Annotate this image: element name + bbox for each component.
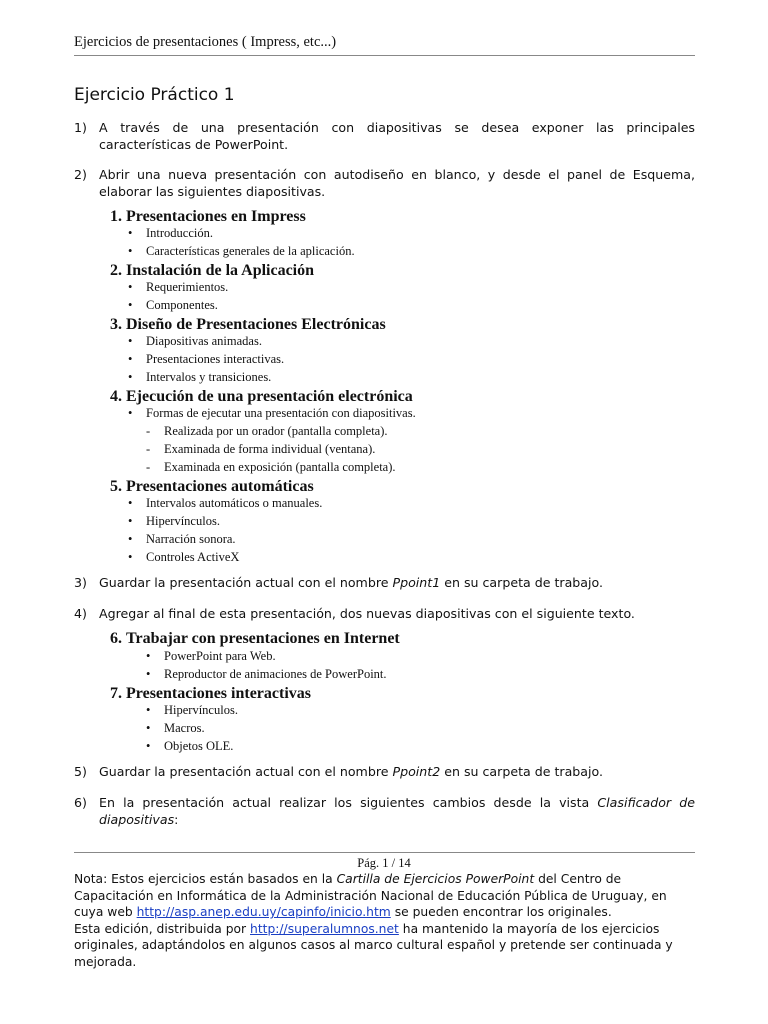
bullet-item: • Diapositivas animadas. xyxy=(128,334,262,348)
page-header xyxy=(74,34,695,56)
superalumnos-link[interactable]: http://superalumnos.net xyxy=(250,921,399,936)
exercise-item-2 xyxy=(74,167,695,200)
bullet-item: • PowerPoint para Web. xyxy=(146,649,276,663)
item-text: Agregar al final de esta presentación, dos nuevas diapositivas con el siguiente texto. xyxy=(99,606,635,621)
slide-heading: 5. Presentaciones automáticas xyxy=(110,478,314,495)
slide-heading: 7. Presentaciones interactivas xyxy=(110,685,311,702)
exercise-item-6 xyxy=(74,795,695,828)
bullet-item: • Formas de ejecutar una presentación con diapositivas. xyxy=(128,406,416,420)
sub-item: - Examinada de forma individual (ventana). xyxy=(146,442,376,456)
item-text: Guardar la presentación actual con el nombre Ppoint1 en su carpeta de trabajo. xyxy=(99,575,603,590)
bullet-item: • Hipervínculos. xyxy=(146,703,238,717)
item-text: A través de una presentación con diapositivas se desea exponer las principales características de PowerPoint. xyxy=(99,120,695,152)
bullet-item: • Reproductor de animaciones de PowerPoint. xyxy=(146,667,387,681)
bullet-item: • Controles ActiveX xyxy=(128,550,240,564)
bullet-item: • Intervalos automáticos o manuales. xyxy=(128,496,323,510)
slide-heading: 1. Presentaciones en Impress xyxy=(110,208,306,225)
bullet-item: • Introducción. xyxy=(128,226,213,240)
exercise-item-4 xyxy=(74,606,695,623)
bullet-item: • Intervalos y transiciones. xyxy=(128,370,272,384)
slide-heading: 4. Ejecución de una presentación electrónica xyxy=(110,388,413,405)
footer-divider xyxy=(74,852,695,853)
document-title: Ejercicio Práctico 1 xyxy=(74,85,235,105)
item-text: En la presentación actual realizar los siguientes cambios desde la vista Clasificador de diapositivas: xyxy=(99,795,695,827)
item-number: 5) xyxy=(74,764,87,779)
item-number: 4) xyxy=(74,606,87,621)
footer-note: Nota: Estos ejercicios están basados en la Cartilla de Ejercicios PowerPoint del Centro de Capacitación en Informática de la Administración Nacional de Educación Pública de Uruguay, en cuya web http://asp.anep.edu.uy/capinfo/inicio.htm se pueden encontrar los originales. Esta edición, distribuida por http://superalumnos.net ha mantenido la mayoría de los ejercicios originales, adaptándolos en algunos casos al marco cultural español y pretende ser continuada y mejorada. xyxy=(74,872,673,969)
bullet-item: • Macros. xyxy=(146,721,205,735)
bullet-item: • Componentes. xyxy=(128,298,218,312)
bullet-item: • Narración sonora. xyxy=(128,532,236,546)
exercise-item-3 xyxy=(74,575,695,592)
sub-item: - Examinada en exposición (pantalla completa). xyxy=(146,460,396,474)
item-text: Abrir una nueva presentación con autodiseño en blanco, y desde el panel de Esquema, elaborar las siguientes diapositivas. xyxy=(99,167,695,199)
bullet-item: • Presentaciones interactivas. xyxy=(128,352,285,366)
item-number: 6) xyxy=(74,795,87,810)
exercise-item-1 xyxy=(74,120,695,153)
item-text: Guardar la presentación actual con el nombre Ppoint2 en su carpeta de trabajo. xyxy=(99,764,603,779)
bullet-item: • Características generales de la aplicación. xyxy=(128,244,355,258)
bullet-item: • Objetos OLE. xyxy=(146,739,234,753)
page-number: Pág. 1 / 14 xyxy=(357,856,411,870)
item-number: 3) xyxy=(74,575,87,590)
slide-heading: 6. Trabajar con presentaciones en Internet xyxy=(110,630,400,647)
slide-heading: 2. Instalación de la Aplicación xyxy=(110,262,315,279)
sub-item: - Realizada por un orador (pantalla completa). xyxy=(146,424,388,438)
slide-heading: 3. Diseño de Presentaciones Electrónicas xyxy=(110,316,386,333)
bullet-item: • Requerimientos. xyxy=(128,280,229,294)
item-number: 2) xyxy=(74,167,87,182)
exercise-item-5 xyxy=(74,764,695,781)
header-title: Ejercicios de presentaciones ( Impress, etc...) xyxy=(74,34,337,50)
item-number: 1) xyxy=(74,120,87,135)
bullet-item: • Hipervínculos. xyxy=(128,514,220,528)
anep-link[interactable]: http://asp.anep.edu.uy/capinfo/inicio.htm xyxy=(136,905,391,919)
